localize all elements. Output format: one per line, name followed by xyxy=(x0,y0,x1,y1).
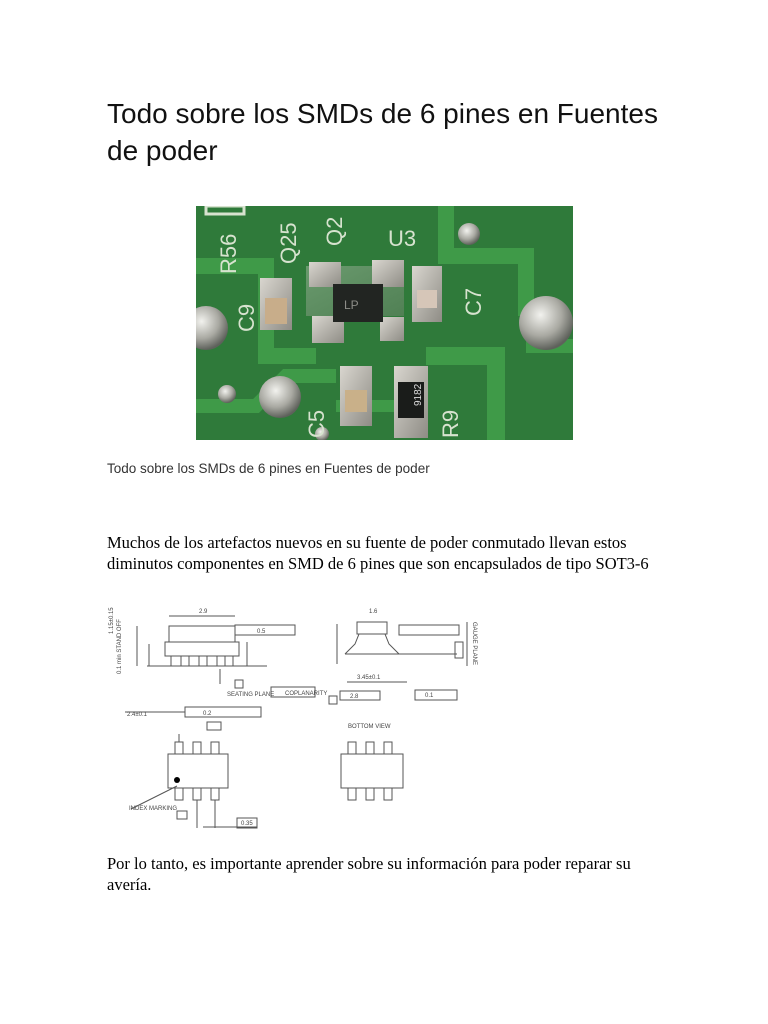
pin1-index-dot xyxy=(174,777,180,783)
label-q2: Q2 xyxy=(322,216,347,246)
resistor-code: 9182 xyxy=(413,383,424,406)
dimension-drawing xyxy=(107,604,482,830)
sot23-6-dimension-diagram xyxy=(107,604,482,830)
chip-marking: LP xyxy=(344,298,359,312)
label-c7: C7 xyxy=(461,287,486,316)
tol-02: 0.2 xyxy=(203,711,212,717)
label-bottom-view: BOTTOM VIEW xyxy=(348,724,391,730)
image-caption: Todo sobre los SMDs de 6 pines en Fuentes de poder xyxy=(107,461,430,476)
label-gauge-plane: GAUGE PLANE xyxy=(471,622,477,666)
dim-height: 1.15±0.15 xyxy=(109,607,115,634)
pcb-photo xyxy=(196,206,573,440)
pcb-photo-drawing xyxy=(196,206,573,440)
label-q25: Q25 xyxy=(276,222,301,264)
label-c5: C5 xyxy=(304,409,329,438)
label-r9: R9 xyxy=(438,409,463,438)
label-seating-plane: SEATING PLANE xyxy=(227,692,275,698)
label-standoff: 0.1 min STAND OFF xyxy=(117,619,123,674)
dim-2-8: 2.8 xyxy=(350,694,359,700)
label-u3: U3 xyxy=(388,226,417,251)
dim-body-width: 1.6 xyxy=(369,609,378,615)
label-index-marking: INDEX MARKING xyxy=(129,806,178,812)
label-r56: R56 xyxy=(216,233,241,274)
page-title: Todo sobre los SMDs de 6 pines en Fuentes de poder xyxy=(107,98,658,166)
dim-035: 0.35 xyxy=(241,821,253,827)
label-c9: C9 xyxy=(234,303,259,332)
dim-lead-span: 3.45±0.1 xyxy=(357,675,381,681)
paragraph-intro: Muchos de los artefactos nuevos en su fuente de poder conmutado llevan estos diminutos componentes en SMD de 6 pines que son encapsulados de tipo SOT3-6 xyxy=(107,533,649,573)
dim-width: 2.9 xyxy=(199,609,208,615)
dim-length: 2.4±0.1 xyxy=(127,712,147,718)
tol-05: 0.5 xyxy=(257,629,266,635)
label-coplanarity: COPLANARITY xyxy=(285,691,328,697)
paragraph-conclusion: Por lo tanto, es importante aprender sobre su información para poder reparar su avería. xyxy=(107,854,631,894)
tol-01: 0.1 xyxy=(425,693,434,699)
